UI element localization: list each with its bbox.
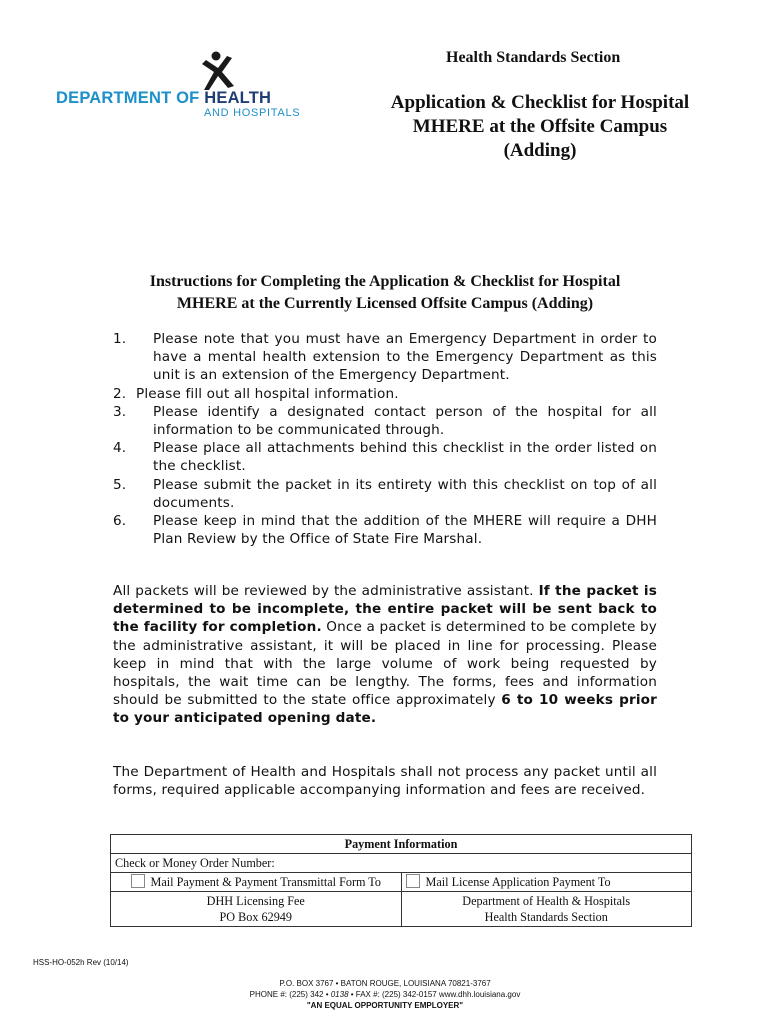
instructions-list (113, 330, 657, 548)
title-line: Application & Checklist for Hospital (390, 92, 690, 113)
list-text: Please submit the packet in its entirety with this checklist on top of all documents. (153, 476, 657, 511)
logo-text-department: DEPARTMENT OF (56, 89, 205, 107)
footer-employer-statement: "AN EQUAL OPPORTUNITY EMPLOYER" (306, 1001, 464, 1010)
footer-contact (160, 989, 610, 1000)
list-item (113, 512, 657, 548)
mail-payment-checkbox[interactable] (131, 874, 145, 888)
logo-subtext: AND HOSPITALS (204, 107, 301, 119)
list-item (113, 330, 657, 385)
dhh-logo-icon (192, 50, 242, 92)
payment-table (110, 834, 692, 927)
list-number: 1. (113, 331, 127, 347)
list-item (113, 403, 657, 439)
footer-phone-prefix: PHONE #: (225) 342 • (249, 990, 331, 999)
paragraph-bold-text: 6 to 10 weeks prior to your anticipated opening date. (113, 692, 657, 727)
list-number: 2. (113, 385, 127, 402)
mail-payment-label: Mail Payment & Payment Transmittal Form To (150, 875, 381, 889)
address-line: Department of Health & Hospitals (462, 894, 631, 908)
address-line: Health Standards Section (484, 910, 608, 924)
review-paragraph (113, 582, 657, 728)
list-number: 4. (113, 440, 127, 457)
logo-wordmark (56, 89, 271, 108)
check-number-label: Check or Money Order Number: (115, 856, 275, 870)
logo-text-health: HEALTH (204, 89, 272, 107)
heading-line: MHERE at the Currently Licensed Offsite Campus (Adding) (176, 295, 594, 312)
mail-payment-cell (111, 873, 402, 892)
title-line: (Adding) (503, 140, 577, 161)
paragraph-bold-text: If the packet is determined to be incomplete, the entire packet will be sent back to the facility for completion. (113, 583, 657, 636)
list-item (113, 476, 657, 512)
check-number-field[interactable] (111, 854, 692, 873)
form-number: HSS-HO-052h Rev (10/14) (33, 958, 129, 967)
right-address (401, 892, 692, 927)
list-number: 6. (113, 513, 127, 530)
footer-address: P.O. BOX 3767 • BATON ROUGE, LOUISIANA 70821-3767 (279, 979, 491, 988)
paragraph-text: Once a packet is determined to be complete by the administrative assistant, it will be placed in line for processing. Please keep in mind that with the large volume of work being requested by hospitals, the wait time can be lengthy. The forms, fees and information should be submitted to the state office approximately (113, 619, 657, 709)
left-address (111, 892, 402, 927)
paragraph-text: All packets will be reviewed by the administrative assistant. (113, 583, 539, 599)
list-item (113, 439, 657, 475)
instructions-heading (100, 271, 670, 315)
address-line: DHH Licensing Fee (206, 894, 305, 908)
footer-fax-web: • FAX #: (225) 342-0157 www.dhh.louisiana.gov (348, 990, 521, 999)
footer-phone-suffix: 0138 (330, 990, 349, 999)
list-text: Please keep in mind that the addition of the MHERE will require a DHH Plan Review by the Office of State Fire Marshal. (153, 513, 657, 548)
section-name: Health Standards Section (446, 49, 621, 66)
list-text: Please place all attachments behind this checklist in the order listed on the checklist. (153, 440, 657, 475)
mail-license-cell (401, 873, 692, 892)
title-line: MHERE at the Offsite Campus (412, 116, 668, 137)
list-number: 3. (113, 403, 127, 420)
list-text: Please identify a designated contact person of the hospital for all information to be communicated through. (153, 403, 657, 439)
payment-header: Payment Information (111, 835, 692, 854)
address-line: PO Box 62949 (219, 910, 292, 924)
list-text: Please fill out all hospital information. (136, 385, 399, 402)
mail-license-label: Mail License Application Payment To (425, 875, 611, 889)
list-text: Please note that you must have an Emergency Department in order to have a mental health extension to the Emergency Department as this unit is an extension of the Emergency Department. (153, 331, 657, 384)
heading-line: Instructions for Completing the Application & Checklist for Hospital (149, 273, 621, 290)
page-footer (160, 978, 610, 1011)
list-item (113, 385, 657, 403)
page-title (370, 91, 710, 163)
processing-paragraph: The Department of Health and Hospitals shall not process any packet until all forms, required applicable accompanying information and fees are received. (113, 764, 657, 799)
list-number: 5. (113, 476, 127, 493)
mail-license-checkbox[interactable] (406, 874, 420, 888)
